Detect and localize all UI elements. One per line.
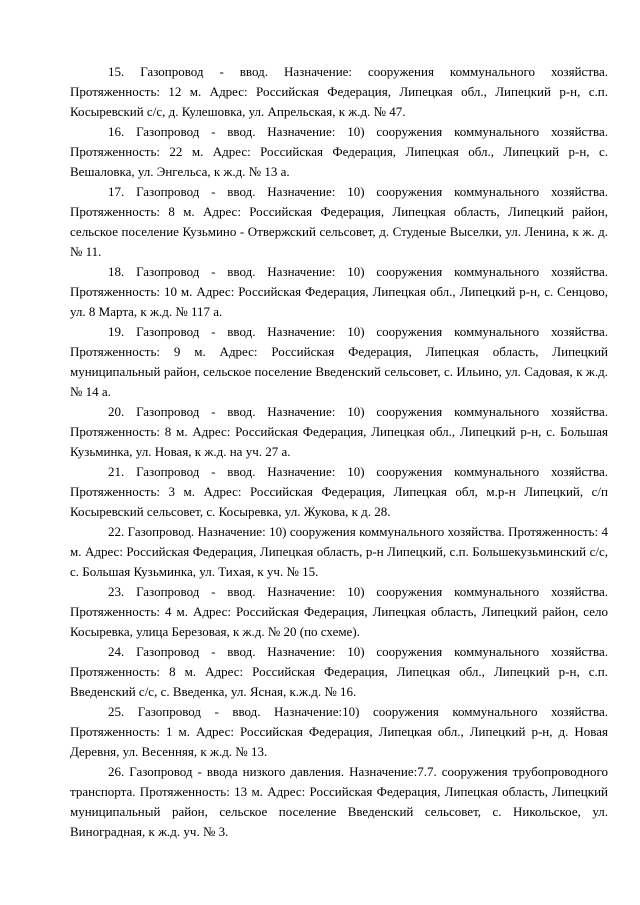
list-item: 25. Газопровод - ввод. Назначение:10) сооружения коммунального хозяйства. Протяженность: 1 м. Адрес: Российская Федерация, Липецкая обл., Липецкий р-н, д. Новая Деревня, ул. Весенняя, к ж.д. № 13. xyxy=(70,704,608,759)
list-item: 20. Газопровод - ввод. Назначение: 10) сооружения коммунального хозяйства. Протяженность: 8 м. Адрес: Российская Федерация, Липецкая обл., Липецкий р-н, с. Большая Кузьминка, ул. Новая, к ж.д. на уч. 27 а. xyxy=(70,404,608,459)
list-item: 21. Газопровод - ввод. Назначение: 10) сооружения коммунального хозяйства. Протяженность: 3 м. Адрес: Российская Федерация, Липецкая обл, м.р-н Липецкий, с/п Косыревский сельсовет, с. Косыревка, ул. Жукова, к д. 28. xyxy=(70,464,608,519)
list-item: 24. Газопровод - ввод. Назначение: 10) сооружения коммунального хозяйства. Протяженность: 8 м. Адрес: Российская Федерация, Липецкая обл., Липецкий р-н, с.п. Введенский с/с, с. Введенка, ул. Ясная, к.ж.д. № 16. xyxy=(70,644,608,699)
list-item: 17. Газопровод - ввод. Назначение: 10) сооружения коммунального хозяйства. Протяженность: 8 м. Адрес: Российская Федерация, Липецкая область, Липецкий район, сельское поселение Кузьмино - Отвержский сельсовет, д. Студеные Выселки, ул. Ленина, к ж. д. № 11. xyxy=(70,184,608,259)
list-item: 26. Газопровод - ввода низкого давления. Назначение:7.7. сооружения трубопроводного транспорта. Протяженность: 13 м. Адрес: Российская Федерация, Липецкая область, Липецкий муниципальный район, сельское поселение Введенский сельсовет, с. Никольское, ул. Виноградная, к ж.д. уч. № 3. xyxy=(70,764,608,839)
list-item: 22. Газопровод. Назначение: 10) сооружения коммунального хозяйства. Протяженность: 4 м. Адрес: Российская Федерация, Липецкая область, р-н Липецкий, с.п. Большекузьминский с/с, с. Большая Кузьминка, ул. Тихая, к уч. № 15. xyxy=(70,524,608,579)
list-item: 19. Газопровод - ввод. Назначение: 10) сооружения коммунального хозяйства. Протяженность: 9 м. Адрес: Российская Федерация, Липецкая область, Липецкий муниципальный район, сельское поселение Введенский сельсовет, с. Ильино, ул. Садовая, к ж.д. № 14 а. xyxy=(70,324,608,399)
document-page xyxy=(70,62,608,842)
list-item: 23. Газопровод - ввод. Назначение: 10) сооружения коммунального хозяйства. Протяженность: 4 м. Адрес: Российская Федерация, Липецкая область, Липецкий район, село Косыревка, улица Березовая, к ж.д. № 20 (по схеме). xyxy=(70,584,608,639)
list-item: 15. Газопровод - ввод. Назначение: сооружения коммунального хозяйства. Протяженность: 12 м. Адрес: Российская Федерация, Липецкая обл., Липецкий р-н, с.п. Косыревский с/с, д. Кулешовка, ул. Апрельская, к ж.д. № 47. xyxy=(70,64,608,119)
list-item: 18. Газопровод - ввод. Назначение: 10) сооружения коммунального хозяйства. Протяженность: 10 м. Адрес: Российская Федерация, Липецкая обл., Липецкий р-н, с. Сенцово, ул. 8 Марта, к ж.д. № 117 а. xyxy=(70,264,608,319)
list-item: 16. Газопровод - ввод. Назначение: 10) сооружения коммунального хозяйства. Протяженность: 22 м. Адрес: Российская Федерация, Липецкая обл., Липецкий р-н, с. Вешаловка, ул. Энгельса, к ж.д. № 13 а. xyxy=(70,124,608,179)
